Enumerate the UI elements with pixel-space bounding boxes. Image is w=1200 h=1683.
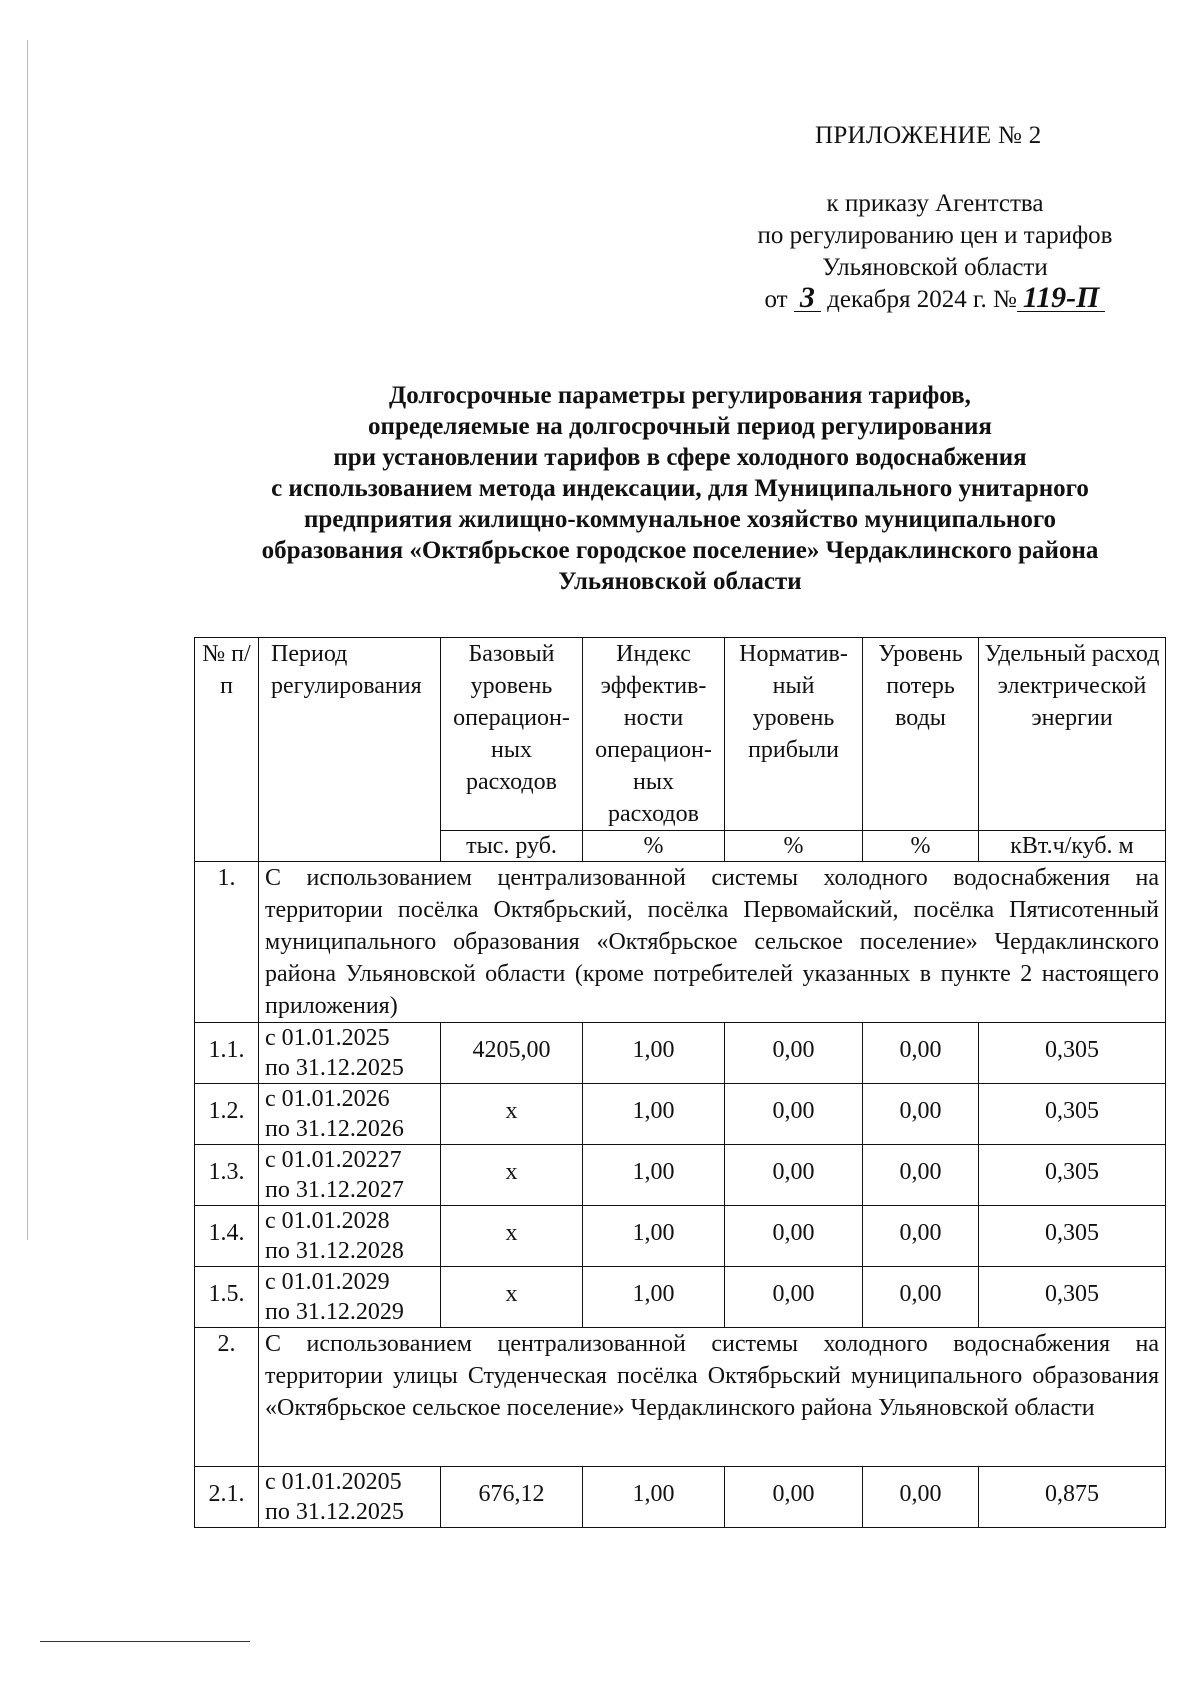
footer-rule bbox=[40, 1641, 250, 1642]
date-rest: декабря 2024 г. № bbox=[827, 286, 1017, 313]
row-number: 1.2. bbox=[195, 1084, 259, 1145]
cell-index: 1,00 bbox=[583, 1023, 725, 1084]
cell-loss: 0,00 bbox=[863, 1023, 979, 1084]
cell-index: 1,00 bbox=[583, 1206, 725, 1267]
section-row bbox=[195, 862, 1166, 1023]
date-prefix: от bbox=[764, 286, 788, 313]
cell-loss: 0,00 bbox=[863, 1145, 979, 1206]
unit-loss: % bbox=[863, 831, 979, 862]
period-to: по 31.12.2027 bbox=[265, 1177, 404, 1203]
section-number: 1. bbox=[195, 862, 259, 1023]
header-loss: Уровень потерь воды bbox=[863, 638, 979, 831]
row-number: 2.1. bbox=[195, 1467, 259, 1528]
cell-loss: 0,00 bbox=[863, 1206, 979, 1267]
cell-energy: 0,305 bbox=[979, 1267, 1166, 1328]
table-row bbox=[195, 1145, 1166, 1206]
handwritten-order-number: 119-П bbox=[1017, 285, 1106, 312]
cell-index: 1,00 bbox=[583, 1267, 725, 1328]
header-num: № п/п bbox=[195, 638, 259, 862]
cell-base: х bbox=[441, 1206, 583, 1267]
table-row bbox=[195, 1084, 1166, 1145]
row-number: 1.5. bbox=[195, 1267, 259, 1328]
appendix-title: ПРИЛОЖЕНИЕ № 2 bbox=[815, 122, 1042, 149]
header-base: Базовый уровень операцион-ных расходов bbox=[441, 638, 583, 831]
title-line: образования «Октябрьское городское поселение» Чердаклинского района bbox=[261, 537, 1099, 564]
period-from: с 01.01.2025 bbox=[265, 1025, 390, 1051]
title-line: Долгосрочные параметры регулирования тарифов, bbox=[389, 382, 971, 409]
period-from: с 01.01.20227 bbox=[265, 1147, 402, 1173]
cell-energy: 0,875 bbox=[979, 1467, 1166, 1528]
row-period bbox=[259, 1206, 441, 1267]
scan-edge-line bbox=[27, 40, 28, 1240]
cell-base: х bbox=[441, 1084, 583, 1145]
cell-profit: 0,00 bbox=[725, 1084, 863, 1145]
period-from: с 01.01.20205 bbox=[265, 1469, 402, 1495]
header-index: Индекс эффектив-ности операцион-ных расходов bbox=[583, 638, 725, 831]
title-line: определяемые на долгосрочный период регулирования bbox=[368, 413, 992, 440]
handwritten-day: 3 bbox=[794, 285, 821, 312]
order-line-3: Ульяновской области bbox=[822, 254, 1048, 281]
header-energy: Удельный расход электрической энергии bbox=[979, 638, 1166, 831]
title-line: с использованием метода индексации, для Муниципального унитарного bbox=[271, 475, 1089, 502]
cell-base: х bbox=[441, 1145, 583, 1206]
period-to: по 31.12.2025 bbox=[265, 1499, 404, 1525]
header-profit: Норматив-ный уровень прибыли bbox=[725, 638, 863, 831]
table-header-row bbox=[195, 638, 1166, 831]
cell-profit: 0,00 bbox=[725, 1206, 863, 1267]
unit-index: % bbox=[583, 831, 725, 862]
table-row bbox=[195, 1467, 1166, 1528]
section-number: 2. bbox=[195, 1328, 259, 1467]
cell-index: 1,00 bbox=[583, 1084, 725, 1145]
cell-loss: 0,00 bbox=[863, 1084, 979, 1145]
period-from: с 01.01.2029 bbox=[265, 1269, 390, 1295]
period-from: с 01.01.2028 bbox=[265, 1208, 390, 1234]
cell-base: х bbox=[441, 1267, 583, 1328]
row-period bbox=[259, 1467, 441, 1528]
title-line: при установлении тарифов в сфере холодного водоснабжения bbox=[333, 444, 1027, 471]
order-line-1: к приказу Агентства bbox=[826, 190, 1044, 217]
unit-energy: кВт.ч/куб. м bbox=[979, 831, 1166, 862]
table-row bbox=[195, 1267, 1166, 1328]
cell-profit: 0,00 bbox=[725, 1023, 863, 1084]
section-description: С использованием централизованной системы холодного водоснабжения на территории улицы Студенческая посёлка Октябрьский муниципального образования «Октябрьское сельское поселение» Чердаклинского района Ульяновской области bbox=[259, 1328, 1166, 1467]
row-number: 1.4. bbox=[195, 1206, 259, 1267]
period-to: по 31.12.2028 bbox=[265, 1238, 404, 1264]
row-period bbox=[259, 1145, 441, 1206]
row-period bbox=[259, 1023, 441, 1084]
header-period: Период регулирования bbox=[259, 638, 441, 862]
cell-loss: 0,00 bbox=[863, 1467, 979, 1528]
cell-energy: 0,305 bbox=[979, 1145, 1166, 1206]
order-date-line bbox=[700, 281, 1170, 316]
period-to: по 31.12.2026 bbox=[265, 1116, 404, 1142]
table-row bbox=[195, 1023, 1166, 1084]
order-line-2: по регулированию цен и тарифов bbox=[757, 222, 1113, 249]
title-line: предприятия жилищно-коммунальное хозяйство муниципального bbox=[303, 506, 1057, 533]
cell-profit: 0,00 bbox=[725, 1145, 863, 1206]
cell-base: 4205,00 bbox=[441, 1023, 583, 1084]
cell-loss: 0,00 bbox=[863, 1267, 979, 1328]
row-number: 1.3. bbox=[195, 1145, 259, 1206]
section-description: С использованием централизованной системы холодного водоснабжения на территории посёлка Октябрьский, посёлка Первомайский, посёлка Пятисотенный муниципального образования «Октябрьское сельское поселение» Чердаклинского района Ульяновской области (кроме потребителей указанных в пункте 2 настоящего приложения) bbox=[259, 862, 1166, 1023]
period-to: по 31.12.2029 bbox=[265, 1299, 404, 1325]
cell-energy: 0,305 bbox=[979, 1023, 1166, 1084]
section-row bbox=[195, 1328, 1166, 1467]
parameters-table bbox=[194, 637, 1166, 1528]
period-to: по 31.12.2025 bbox=[265, 1055, 404, 1081]
row-number: 1.1. bbox=[195, 1023, 259, 1084]
cell-profit: 0,00 bbox=[725, 1267, 863, 1328]
cell-index: 1,00 bbox=[583, 1145, 725, 1206]
cell-base: 676,12 bbox=[441, 1467, 583, 1528]
period-from: с 01.01.2026 bbox=[265, 1086, 390, 1112]
cell-profit: 0,00 bbox=[725, 1467, 863, 1528]
document-title bbox=[190, 380, 1170, 597]
row-period bbox=[259, 1084, 441, 1145]
row-period bbox=[259, 1267, 441, 1328]
cell-energy: 0,305 bbox=[979, 1084, 1166, 1145]
unit-base: тыс. руб. bbox=[441, 831, 583, 862]
title-line: Ульяновской области bbox=[558, 568, 802, 595]
order-reference bbox=[700, 188, 1170, 316]
cell-energy: 0,305 bbox=[979, 1206, 1166, 1267]
unit-profit: % bbox=[725, 831, 863, 862]
table-row bbox=[195, 1206, 1166, 1267]
cell-index: 1,00 bbox=[583, 1467, 725, 1528]
